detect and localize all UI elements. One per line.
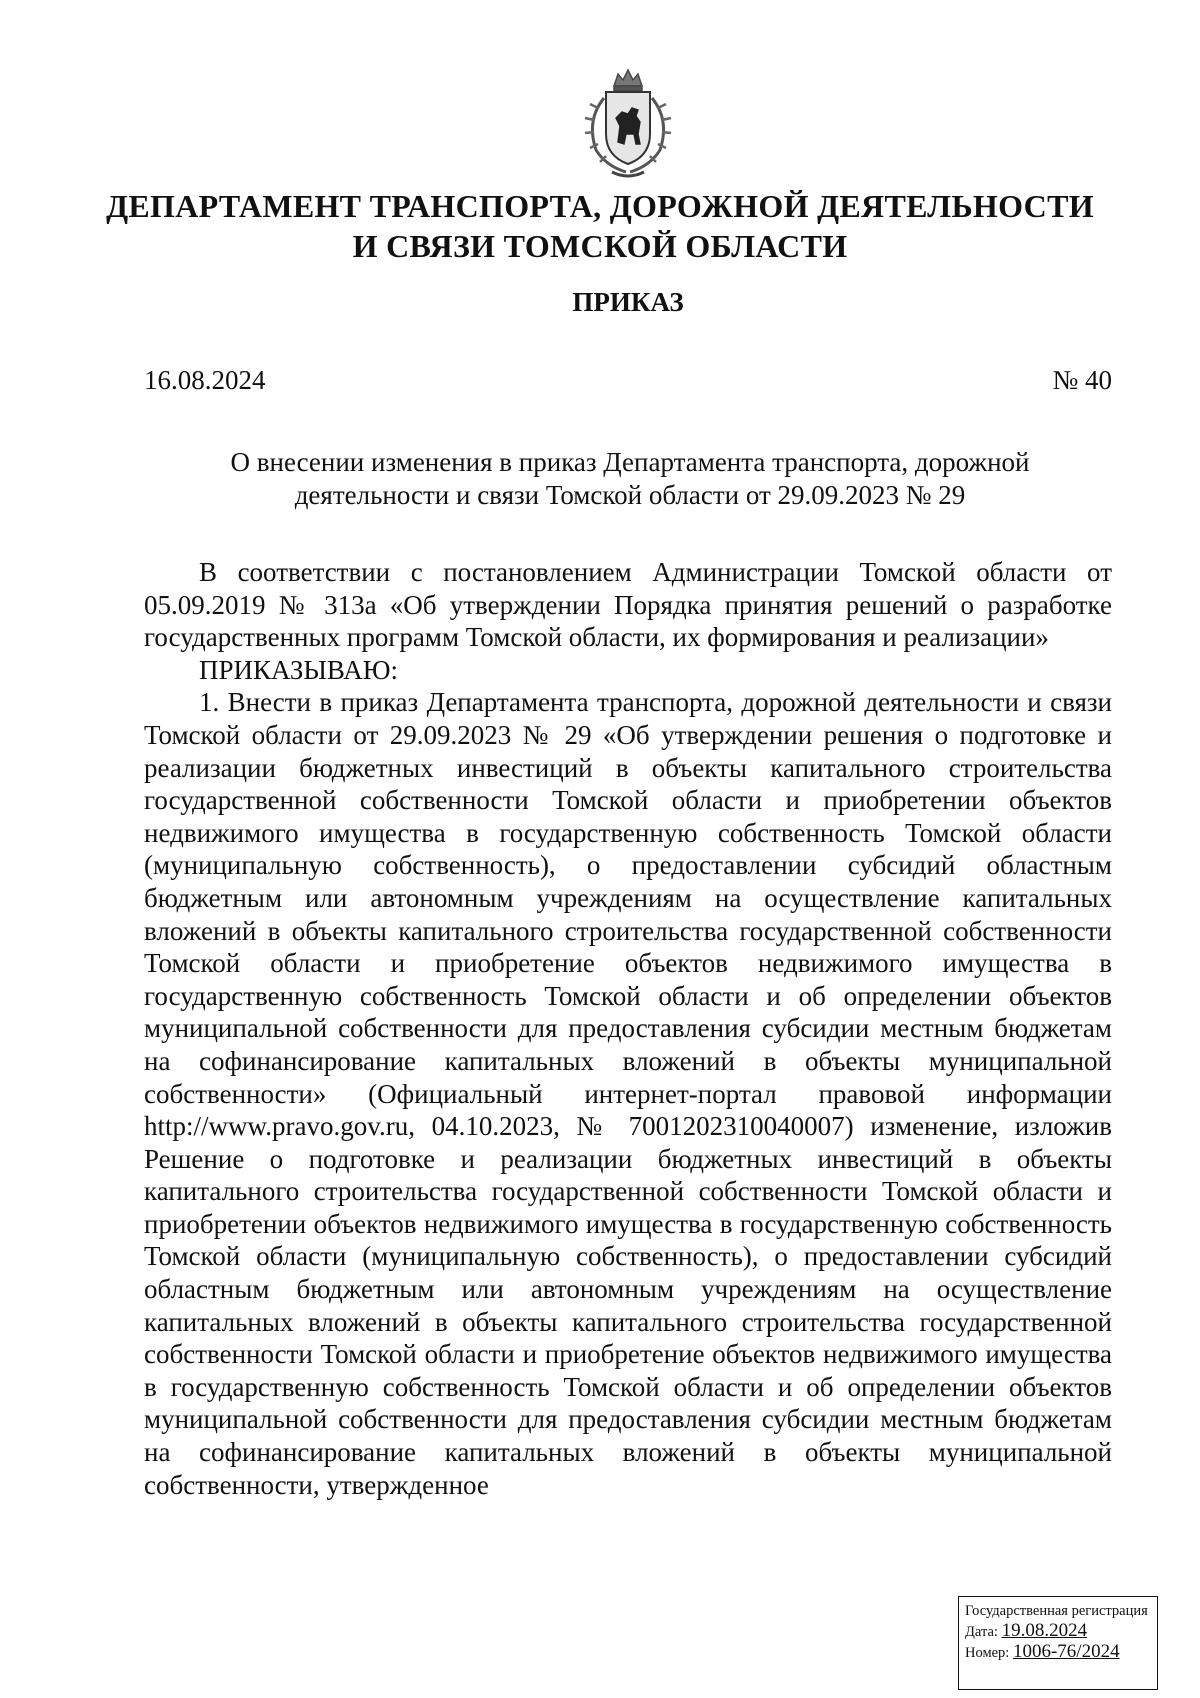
organization-title <box>60 186 1140 266</box>
registration-title: Государственная регистрация <box>965 1603 1148 1619</box>
document-subject-line2: деятельности и связи Томской области от 29.09.2023 № 29 <box>294 480 966 510</box>
registration-number-row <box>965 1642 1151 1663</box>
organization-title-line2: И СВЯЗИ ТОМСКОЙ ОБЛАСТИ <box>352 228 848 264</box>
document-number: № 40 <box>1052 365 1112 395</box>
document-subject <box>180 446 1080 512</box>
registration-number-label: Номер: <box>965 1645 1010 1661</box>
registration-date-value: 19.08.2024 <box>1001 1620 1088 1641</box>
document-date: 16.08.2024 <box>144 365 266 395</box>
registration-number-value: 1006-76/2024 <box>1012 1641 1120 1662</box>
registration-stamp <box>958 1596 1158 1690</box>
organization-title-line1: ДЕПАРТАМЕНТ ТРАНСПОРТА, ДОРОЖНОЙ ДЕЯТЕЛЬНОСТИ <box>106 188 1094 224</box>
order-keyword: ПРИКАЗЫВАЮ: <box>199 654 398 685</box>
document-subject-line1: О внесении изменения в приказ Департамента транспорта, дорожной <box>230 447 1030 477</box>
document-body <box>144 556 1112 1501</box>
coat-of-arms-icon <box>568 64 688 182</box>
order-item-1: 1. Внести в приказ Департамента транспорта, дорожной деятельности и связи Томской области от 29.09.2023 № 29 «Об утверждении решения о подготовке и реализации бюджетных инвестиций в объекты капитального строительства государственной собственности Томской области и приобретении объектов недвижимого имущества в государственную собственность Томской области (муниципальную собственность), о предоставлении субсидий областным бюджетным или автономным учреждениям на осуществление капитальных вложений в объекты капитального строительства государственной собственности Томской области и приобретение объектов недвижимого имущества в государственную собственность Томской области и об определении объектов муниципальной собственности для предоставления субсидии местным бюджетам на софинансирование капитальных вложений в объекты муниципальной собственности» (Официальный интернет-портал правовой информации http://www.pravo.gov.ru, 04.10.2023, № 7001202310040007) изменение, изложив Решение о подготовке и реализации бюджетных инвестиций в объекты капитального строительства государственной собственности Томской области и приобретении объектов недвижимого имущества в государственную собственность Томской области (муниципальную собственность), о предоставлении субсидий областным бюджетным или автономным учреждениям на осуществление капитальных вложений в объекты капитального строительства государственной собственности Томской области и приобретение объектов недвижимого имущества в государственную собственность Томской области и об определении объектов муниципальной собственности для предоставления субсидии местным бюджетам на софинансирование капитальных вложений в объекты муниципальной собственности, утвержденное <box>144 687 1112 1500</box>
registration-date-label: Дата: <box>965 1624 998 1640</box>
registration-date-row <box>965 1621 1151 1642</box>
preamble-paragraph: В соответствии с постановлением Администрации Томской области от 05.09.2019 № 313а «Об утверждении Порядка принятия решений о разработке государственных программ Томской области, их формирования и реализации» <box>144 557 1112 653</box>
document-type: ПРИКАЗ <box>572 287 684 317</box>
